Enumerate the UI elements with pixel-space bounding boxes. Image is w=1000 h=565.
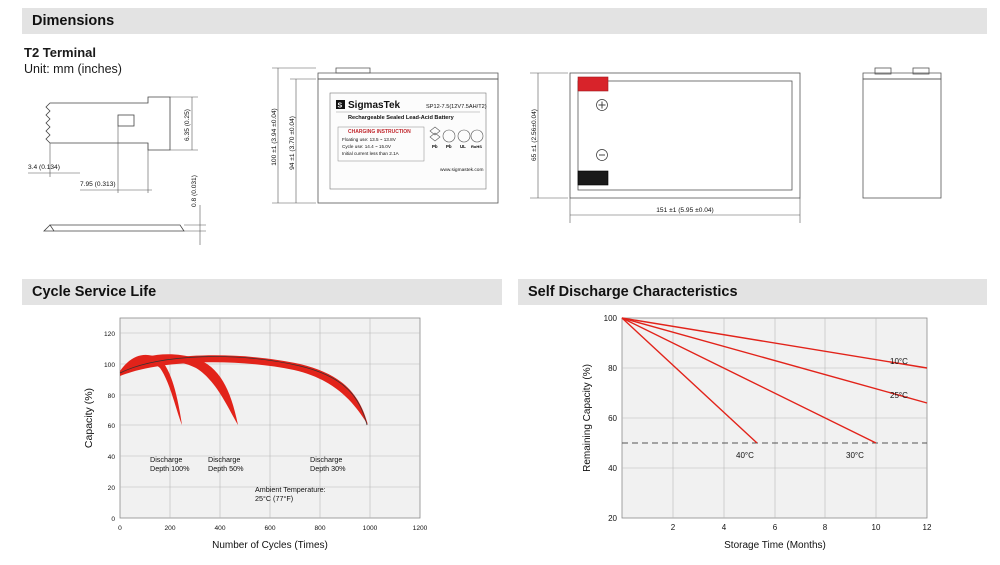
svg-text:80: 80 [608,364,617,373]
svg-text:20: 20 [608,514,617,523]
svg-text:20: 20 [107,485,115,492]
xlabel-self: Storage Time (Months) [724,540,826,551]
annot-ambient-line1: Ambient Temperature: [255,485,326,494]
chart-cycle-service-life [60,310,480,555]
svg-text:2: 2 [670,523,676,532]
ylabel-cycle: Capacity (%) [83,387,95,449]
xlabel-cycle: Number of Cycles (Times) [212,540,328,551]
section-header-cycle-service-life [22,279,502,305]
dim-width-65: 65 ±1 (2.56±0.04) [531,109,538,161]
dim-length-151: 151 ±1 (5.95 ±0.04) [656,207,714,214]
annot-dd50-line1: Discharge [208,455,241,464]
svg-text:800: 800 [314,525,326,532]
annot-dd100-line1: Discharge [150,455,183,464]
svg-text:200: 200 [164,525,176,532]
mark-ul: UL [460,144,466,149]
svg-text:0: 0 [118,525,122,532]
svg-text:120: 120 [103,331,115,338]
svg-text:0: 0 [111,516,115,523]
chart-self-discharge [560,310,980,555]
terminal-title: T2 Terminal [24,45,97,60]
svg-text:60: 60 [107,423,115,430]
charging-line-2: Initial current less than 2.1A [342,151,399,156]
svg-text:60: 60 [608,414,617,423]
section-title-cycle: Cycle Service Life [32,284,157,300]
svg-text:100: 100 [103,362,115,369]
svg-text:100: 100 [603,314,617,323]
annot-dd50-line2: Depth 50% [208,464,244,473]
battery-type-line: Rechargeable Sealed Lead-Acid Battery [348,115,454,121]
svg-text:12: 12 [922,523,932,532]
annot-dd100-line2: Depth 100% [150,464,190,473]
negative-terminal [578,171,608,185]
svg-text:80: 80 [107,393,115,400]
svg-text:400: 400 [214,525,226,532]
annot-ambient-line2: 25°C (77°F) [255,494,294,503]
svg-text:4: 4 [721,523,727,532]
section-header-dimensions [22,8,987,34]
battery-top-view [520,55,820,235]
label-30c: 30°C [846,451,864,460]
label-40c: 40°C [736,451,754,460]
charging-instruction-title: CHARGING INSTRUCTION [348,129,411,135]
dim-height-total: 100 ±1 (3.94 ±0.04) [271,108,278,166]
annot-dd30-line1: Discharge [310,455,343,464]
positive-terminal [578,77,608,91]
section-header-self-discharge [518,279,987,305]
svg-text:S: S [337,102,343,110]
battery-website: www.sigmastek.com [440,168,484,173]
battery-side-view [845,55,975,235]
dim-6-35: 6.35 (0.25) [184,109,191,141]
mark-rohs: RoHS [471,144,482,149]
svg-text:40: 40 [107,454,115,461]
section-title-self-discharge: Self Discharge Characteristics [528,284,738,300]
charging-line-0: Floating use: 13.5 ~ 13.8V [342,137,396,142]
svg-text:1000: 1000 [362,525,378,532]
svg-text:1200: 1200 [412,525,428,532]
battery-front-view [258,55,518,235]
svg-text:600: 600 [264,525,276,532]
label-10c: 10°C [890,357,908,366]
mark-pb-1: Pb [432,144,438,149]
charging-line-1: Cycle use: 14.4 ~ 15.0V [342,144,391,149]
terminal-unit-label: Unit: mm (inches) [24,62,122,76]
ylabel-self: Remaining Capacity (%) [582,364,593,472]
svg-text:40: 40 [608,464,617,473]
svg-text:10: 10 [871,523,881,532]
dim-height-case: 94 ±1 (3.70 ±0.04) [289,116,296,170]
terminal-drawing [20,85,230,260]
label-25c: 25°C [890,391,908,400]
section-title-dimensions: Dimensions [32,13,115,29]
svg-text:8: 8 [822,523,828,532]
battery-model: SP12-7.5(12V7.5AH/T2) [426,104,487,110]
battery-brand: SigmasTek [348,100,401,111]
dim-7-95: 7.95 (0.313) [80,181,116,188]
mark-pb-2: Pb [446,144,452,149]
dim-3-4: 3.4 (0.134) [28,164,60,171]
svg-text:6: 6 [772,523,778,532]
annot-dd30-line2: Depth 30% [310,464,346,473]
dim-0-8: 0.8 (0.031) [191,175,198,207]
